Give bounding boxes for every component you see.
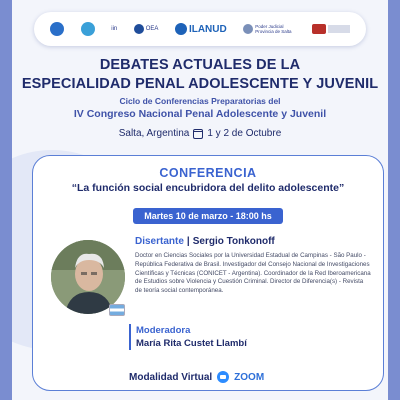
congress-subtitle: IV Congreso Nacional Penal Adolescente y Juvenil: [73, 108, 327, 120]
speaker-photo: [51, 240, 125, 314]
speaker-bio: Doctor en Ciencias Sociales por la Universidad Estadual de Campinas - São Paulo - República Federativa de Brasil. Investigador del Consejo Nacional de Investigaciones Científicas y Técnicas (CONICET - Argentina). Coordinador de la Red Iberoamericana de Estudios sobre Violencia y Cuestión Criminal. Director de Diferencia(s) - Revista de teoría social contemporánea.: [135, 252, 371, 295]
speaker-role: Disertante: [135, 236, 184, 247]
conference-title: “La función social encubridora del delito adolescente”: [71, 182, 345, 194]
moderator-role: Moderadora: [136, 325, 191, 336]
modality-row: [129, 371, 264, 383]
speaker-name: Sergio Tonkonoff: [192, 236, 275, 247]
sponsor-logos-bar: [34, 12, 366, 46]
salta-logo: Poder Judicial Provincia de Salta: [243, 24, 295, 34]
page-title: DEBATES ACTUALES DE LA ESPECIALIDAD PENAL ADOLESCENTE Y JUVENIL: [21, 57, 379, 92]
speaker-heading: [135, 236, 275, 247]
conference-label: CONFERENCIA: [159, 166, 257, 180]
place-and-date: [12, 128, 388, 139]
date-time-badge: Martes 10 de marzo - 18:00 hs: [133, 208, 283, 224]
sponsor-logo-3: iin: [111, 26, 118, 32]
conference-card: [32, 155, 384, 391]
ilanud-logo: ILANUD: [175, 23, 227, 35]
moderator-block: [129, 324, 247, 350]
modality-label: Modalidad Virtual: [129, 371, 213, 383]
dates-text: 1 y 2 de Octubre: [207, 128, 282, 139]
moderator-name: María Rita Custet Llambí: [136, 338, 247, 349]
zoom-label: ZOOM: [234, 371, 265, 383]
flyer: [12, 0, 388, 400]
sponsor-logo-oea: OEA: [134, 24, 159, 34]
sponsor-logo-1: [50, 22, 64, 36]
red-logo: [312, 24, 350, 34]
calendar-icon: [193, 129, 203, 139]
zoom-icon: [217, 371, 229, 383]
sponsor-logo-2: [81, 22, 95, 36]
argentina-flag-icon: [109, 304, 125, 316]
place-text: Salta, Argentina: [118, 128, 190, 139]
cycle-subtitle: Ciclo de Conferencias Preparatorias del: [119, 96, 281, 106]
speaker-separator: |: [186, 236, 190, 247]
